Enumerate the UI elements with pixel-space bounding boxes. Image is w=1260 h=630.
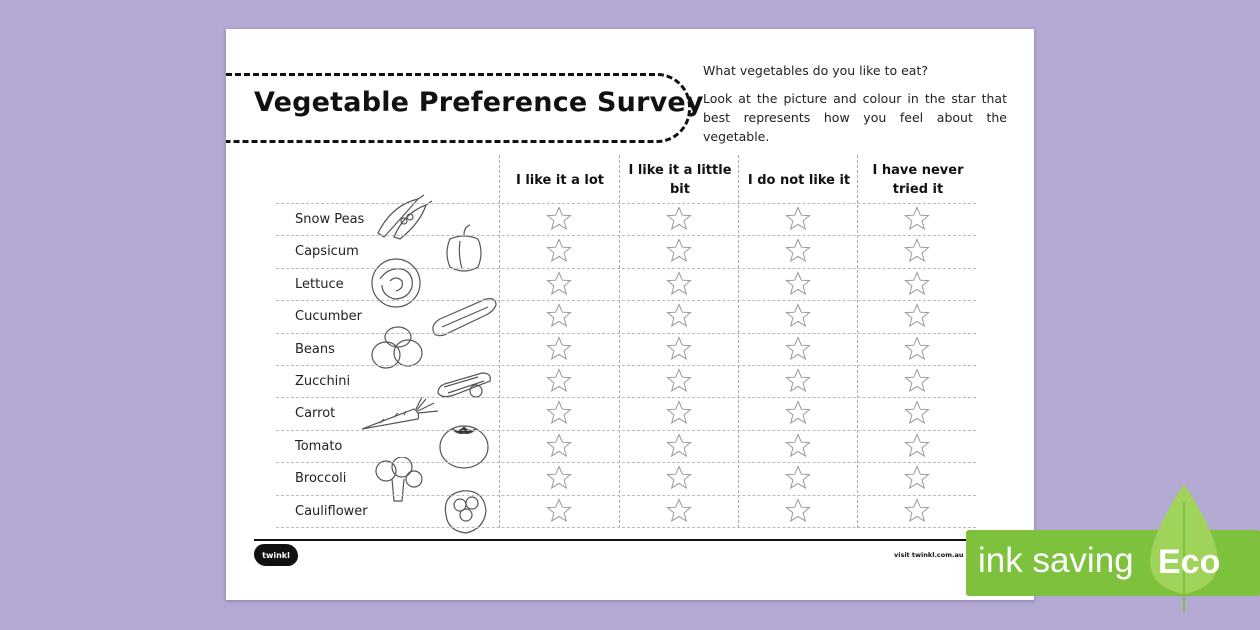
star-icon[interactable]	[785, 336, 811, 362]
star-icon[interactable]	[666, 271, 692, 297]
column-header-never-tried: I have never tried it	[872, 163, 964, 197]
star-icon[interactable]	[666, 368, 692, 394]
star-icon[interactable]	[904, 465, 930, 491]
vegetable-label: Tomato	[295, 438, 343, 454]
zucchini-icon	[434, 363, 494, 401]
star-icon[interactable]	[785, 433, 811, 459]
cauliflower-icon	[440, 485, 490, 537]
column-header-like-a-lot: I like it a lot	[515, 172, 604, 188]
vegetable-label: Beans	[295, 341, 335, 357]
footer-rule	[254, 539, 1006, 541]
snow-peas-icon	[374, 193, 434, 241]
star-icon[interactable]	[904, 271, 930, 297]
row-divider	[276, 397, 976, 398]
eco-badge-text: ink saving	[978, 541, 1134, 580]
star-icon[interactable]	[904, 498, 930, 524]
star-icon[interactable]	[666, 238, 692, 264]
column-divider	[499, 155, 500, 528]
star-icon[interactable]	[666, 465, 692, 491]
carrot-icon	[360, 395, 440, 431]
vegetable-label: Snow Peas	[295, 212, 365, 227]
star-icon[interactable]	[666, 303, 692, 329]
star-icon[interactable]	[904, 400, 930, 426]
star-icon[interactable]	[785, 368, 811, 394]
star-icon[interactable]	[785, 303, 811, 329]
star-icon[interactable]	[904, 433, 930, 459]
star-icon[interactable]	[785, 271, 811, 297]
star-icon[interactable]	[546, 303, 572, 329]
star-icon[interactable]	[904, 303, 930, 329]
vegetable-label: Broccoli	[295, 471, 347, 487]
star-icon[interactable]	[785, 465, 811, 491]
row-divider	[276, 268, 976, 269]
star-icon[interactable]	[904, 336, 930, 362]
star-icon[interactable]	[904, 238, 930, 264]
column-divider	[619, 155, 620, 528]
vegetable-label: Cucumber	[295, 309, 362, 325]
star-icon[interactable]	[546, 336, 572, 362]
vegetable-label: Zucchini	[295, 374, 351, 389]
star-icon[interactable]	[904, 206, 930, 232]
star-icon[interactable]	[546, 498, 572, 524]
star-icon[interactable]	[666, 498, 692, 524]
vegetable-label: Carrot	[295, 406, 336, 422]
brand-logo: twinkl	[254, 544, 298, 566]
row-divider	[276, 333, 976, 334]
row-divider	[276, 430, 976, 431]
star-icon[interactable]	[904, 368, 930, 394]
star-icon[interactable]	[785, 238, 811, 264]
star-icon[interactable]	[666, 336, 692, 362]
row-divider	[276, 300, 976, 301]
question-text: What vegetables do you like to eat?	[703, 63, 928, 78]
row-divider	[276, 365, 976, 366]
star-icon[interactable]	[785, 400, 811, 426]
star-icon[interactable]	[666, 206, 692, 232]
star-icon[interactable]	[546, 400, 572, 426]
star-icon[interactable]	[546, 368, 572, 394]
star-icon[interactable]	[546, 465, 572, 491]
star-icon[interactable]	[546, 433, 572, 459]
page-title: Vegetable Preference Survey	[254, 87, 704, 118]
vegetable-label: Capsicum	[295, 244, 359, 260]
tomato-icon	[436, 419, 492, 471]
star-icon[interactable]	[546, 271, 572, 297]
row-divider	[276, 203, 976, 204]
column-divider	[738, 155, 739, 528]
broccoli-icon	[372, 457, 424, 505]
star-icon[interactable]	[546, 238, 572, 264]
column-header-do-not-like: I do not like it	[747, 172, 851, 188]
row-divider	[276, 462, 976, 463]
worksheet-page	[226, 29, 1034, 600]
instructions-text: Look at the picture and colour in the star that best represents how you feel about the vegetable.	[703, 91, 1007, 144]
row-divider	[276, 495, 976, 496]
eco-badge-label: Eco	[1158, 543, 1221, 581]
row-divider	[276, 235, 976, 236]
star-icon[interactable]	[546, 206, 572, 232]
star-icon[interactable]	[666, 433, 692, 459]
site-text: visit twinkl.com.au	[894, 551, 964, 559]
row-divider	[276, 527, 976, 528]
star-icon[interactable]	[666, 400, 692, 426]
star-icon[interactable]	[785, 498, 811, 524]
vegetable-label: Lettuce	[295, 276, 344, 292]
column-divider	[857, 155, 858, 528]
star-icon[interactable]	[785, 206, 811, 232]
column-header-like-a-little: I like it a little bit	[628, 163, 732, 197]
vegetable-label: Cauliflower	[295, 503, 368, 519]
